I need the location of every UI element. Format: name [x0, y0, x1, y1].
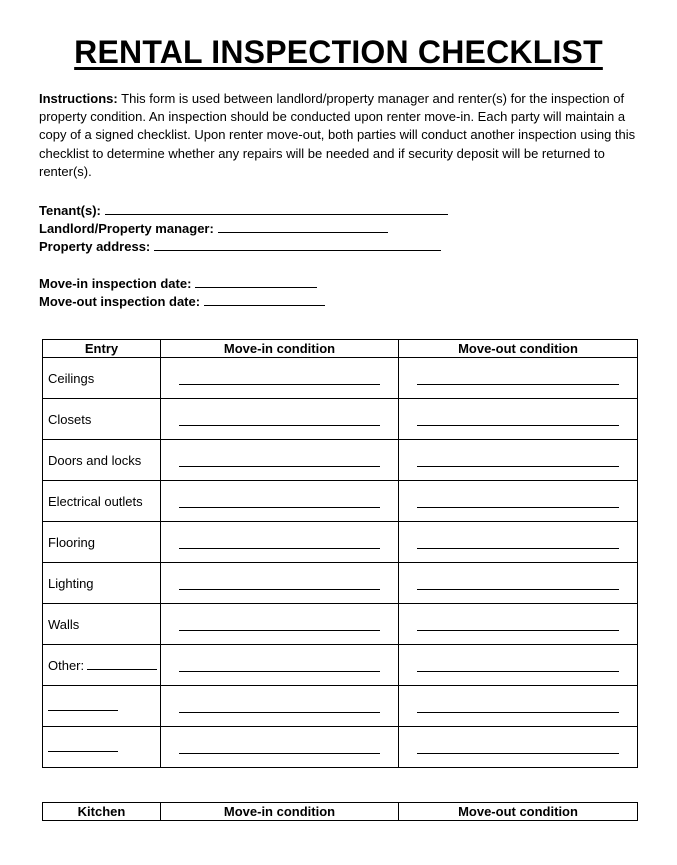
tenant-label: Tenant(s): — [39, 203, 101, 218]
move-in-condition-cell[interactable] — [161, 399, 399, 440]
move-in-condition-header: Move-in condition — [161, 803, 399, 821]
entry-walls: Walls — [43, 604, 161, 645]
move-out-condition-cell[interactable] — [399, 686, 638, 727]
move-out-condition-cell[interactable] — [399, 563, 638, 604]
instructions-paragraph — [39, 90, 639, 181]
move-out-date-field — [39, 292, 325, 311]
landlord-field — [39, 219, 388, 238]
entry-doors-and-locks: Doors and locks — [43, 440, 161, 481]
move-in-condition-cell[interactable] — [161, 481, 399, 522]
page-title: RENTAL INSPECTION CHECKLIST — [74, 34, 603, 70]
move-out-condition-header: Move-out condition — [399, 340, 638, 358]
table-header-row — [43, 340, 638, 358]
table-row — [43, 686, 638, 727]
entry-ceilings: Ceilings — [43, 358, 161, 399]
kitchen-header: Kitchen — [43, 803, 161, 821]
general-checklist-table — [42, 339, 638, 768]
table-row — [43, 399, 638, 440]
move-in-condition-cell[interactable] — [161, 604, 399, 645]
instructions-text: This form is used between landlord/property manager and renter(s) for the inspection of property condition. An inspection should be conducted upon renter move-in. Each party will maintain a copy of a signed checklist. Upon renter move-out, both parties will conduct another inspection using this checklist to determine whether any repairs will be needed and if security deposit will be returned to renter(s). — [39, 91, 636, 179]
table-row — [43, 645, 638, 686]
move-out-condition-cell[interactable] — [399, 440, 638, 481]
move-in-condition-cell[interactable] — [161, 358, 399, 399]
move-in-date-label: Move-in inspection date: — [39, 276, 192, 291]
table-row — [43, 604, 638, 645]
tenant-field — [39, 201, 448, 220]
move-out-condition-header: Move-out condition — [399, 803, 638, 821]
table-row — [43, 727, 638, 768]
entry-flooring: Flooring — [43, 522, 161, 563]
entry-header: Entry — [43, 340, 161, 358]
move-in-date-blank-line[interactable] — [195, 274, 317, 288]
move-out-date-label: Move-out inspection date: — [39, 294, 201, 309]
move-out-condition-cell[interactable] — [399, 727, 638, 768]
instructions-label: Instructions: — [39, 91, 118, 106]
move-out-condition-cell[interactable] — [399, 522, 638, 563]
entry-electrical-outlets: Electrical outlets — [43, 481, 161, 522]
entry-blank-line[interactable] — [48, 698, 118, 711]
move-out-condition-cell[interactable] — [399, 645, 638, 686]
table-row — [43, 481, 638, 522]
move-out-condition-cell[interactable] — [399, 399, 638, 440]
landlord-blank-line[interactable] — [218, 219, 388, 233]
table-header-row — [43, 803, 638, 821]
move-out-date-blank-line[interactable] — [204, 292, 325, 306]
move-out-condition-cell[interactable] — [399, 358, 638, 399]
table-row — [43, 358, 638, 399]
entry-blank[interactable] — [43, 686, 161, 727]
move-in-condition-cell[interactable] — [161, 645, 399, 686]
entry-blank-line[interactable] — [48, 739, 118, 752]
move-out-condition-cell[interactable] — [399, 604, 638, 645]
address-label: Property address: — [39, 239, 151, 254]
move-in-condition-cell[interactable] — [161, 522, 399, 563]
entry-other[interactable] — [43, 645, 161, 686]
landlord-label: Landlord/Property manager: — [39, 221, 214, 236]
move-in-condition-cell[interactable] — [161, 686, 399, 727]
table-row — [43, 563, 638, 604]
entry-closets: Closets — [43, 399, 161, 440]
address-blank-line[interactable] — [154, 237, 441, 251]
other-blank-line[interactable] — [87, 657, 157, 670]
address-field — [39, 237, 441, 256]
tenant-blank-line[interactable] — [105, 201, 448, 215]
move-out-condition-cell[interactable] — [399, 481, 638, 522]
entry-other-label: Other: — [48, 658, 85, 673]
move-in-condition-cell[interactable] — [161, 727, 399, 768]
entry-lighting: Lighting — [43, 563, 161, 604]
table-row — [43, 440, 638, 481]
entry-blank[interactable] — [43, 727, 161, 768]
move-in-condition-header: Move-in condition — [161, 340, 399, 358]
kitchen-checklist-table — [42, 802, 638, 821]
table-row — [43, 522, 638, 563]
move-in-condition-cell[interactable] — [161, 563, 399, 604]
move-in-condition-cell[interactable] — [161, 440, 399, 481]
move-in-date-field — [39, 274, 317, 293]
